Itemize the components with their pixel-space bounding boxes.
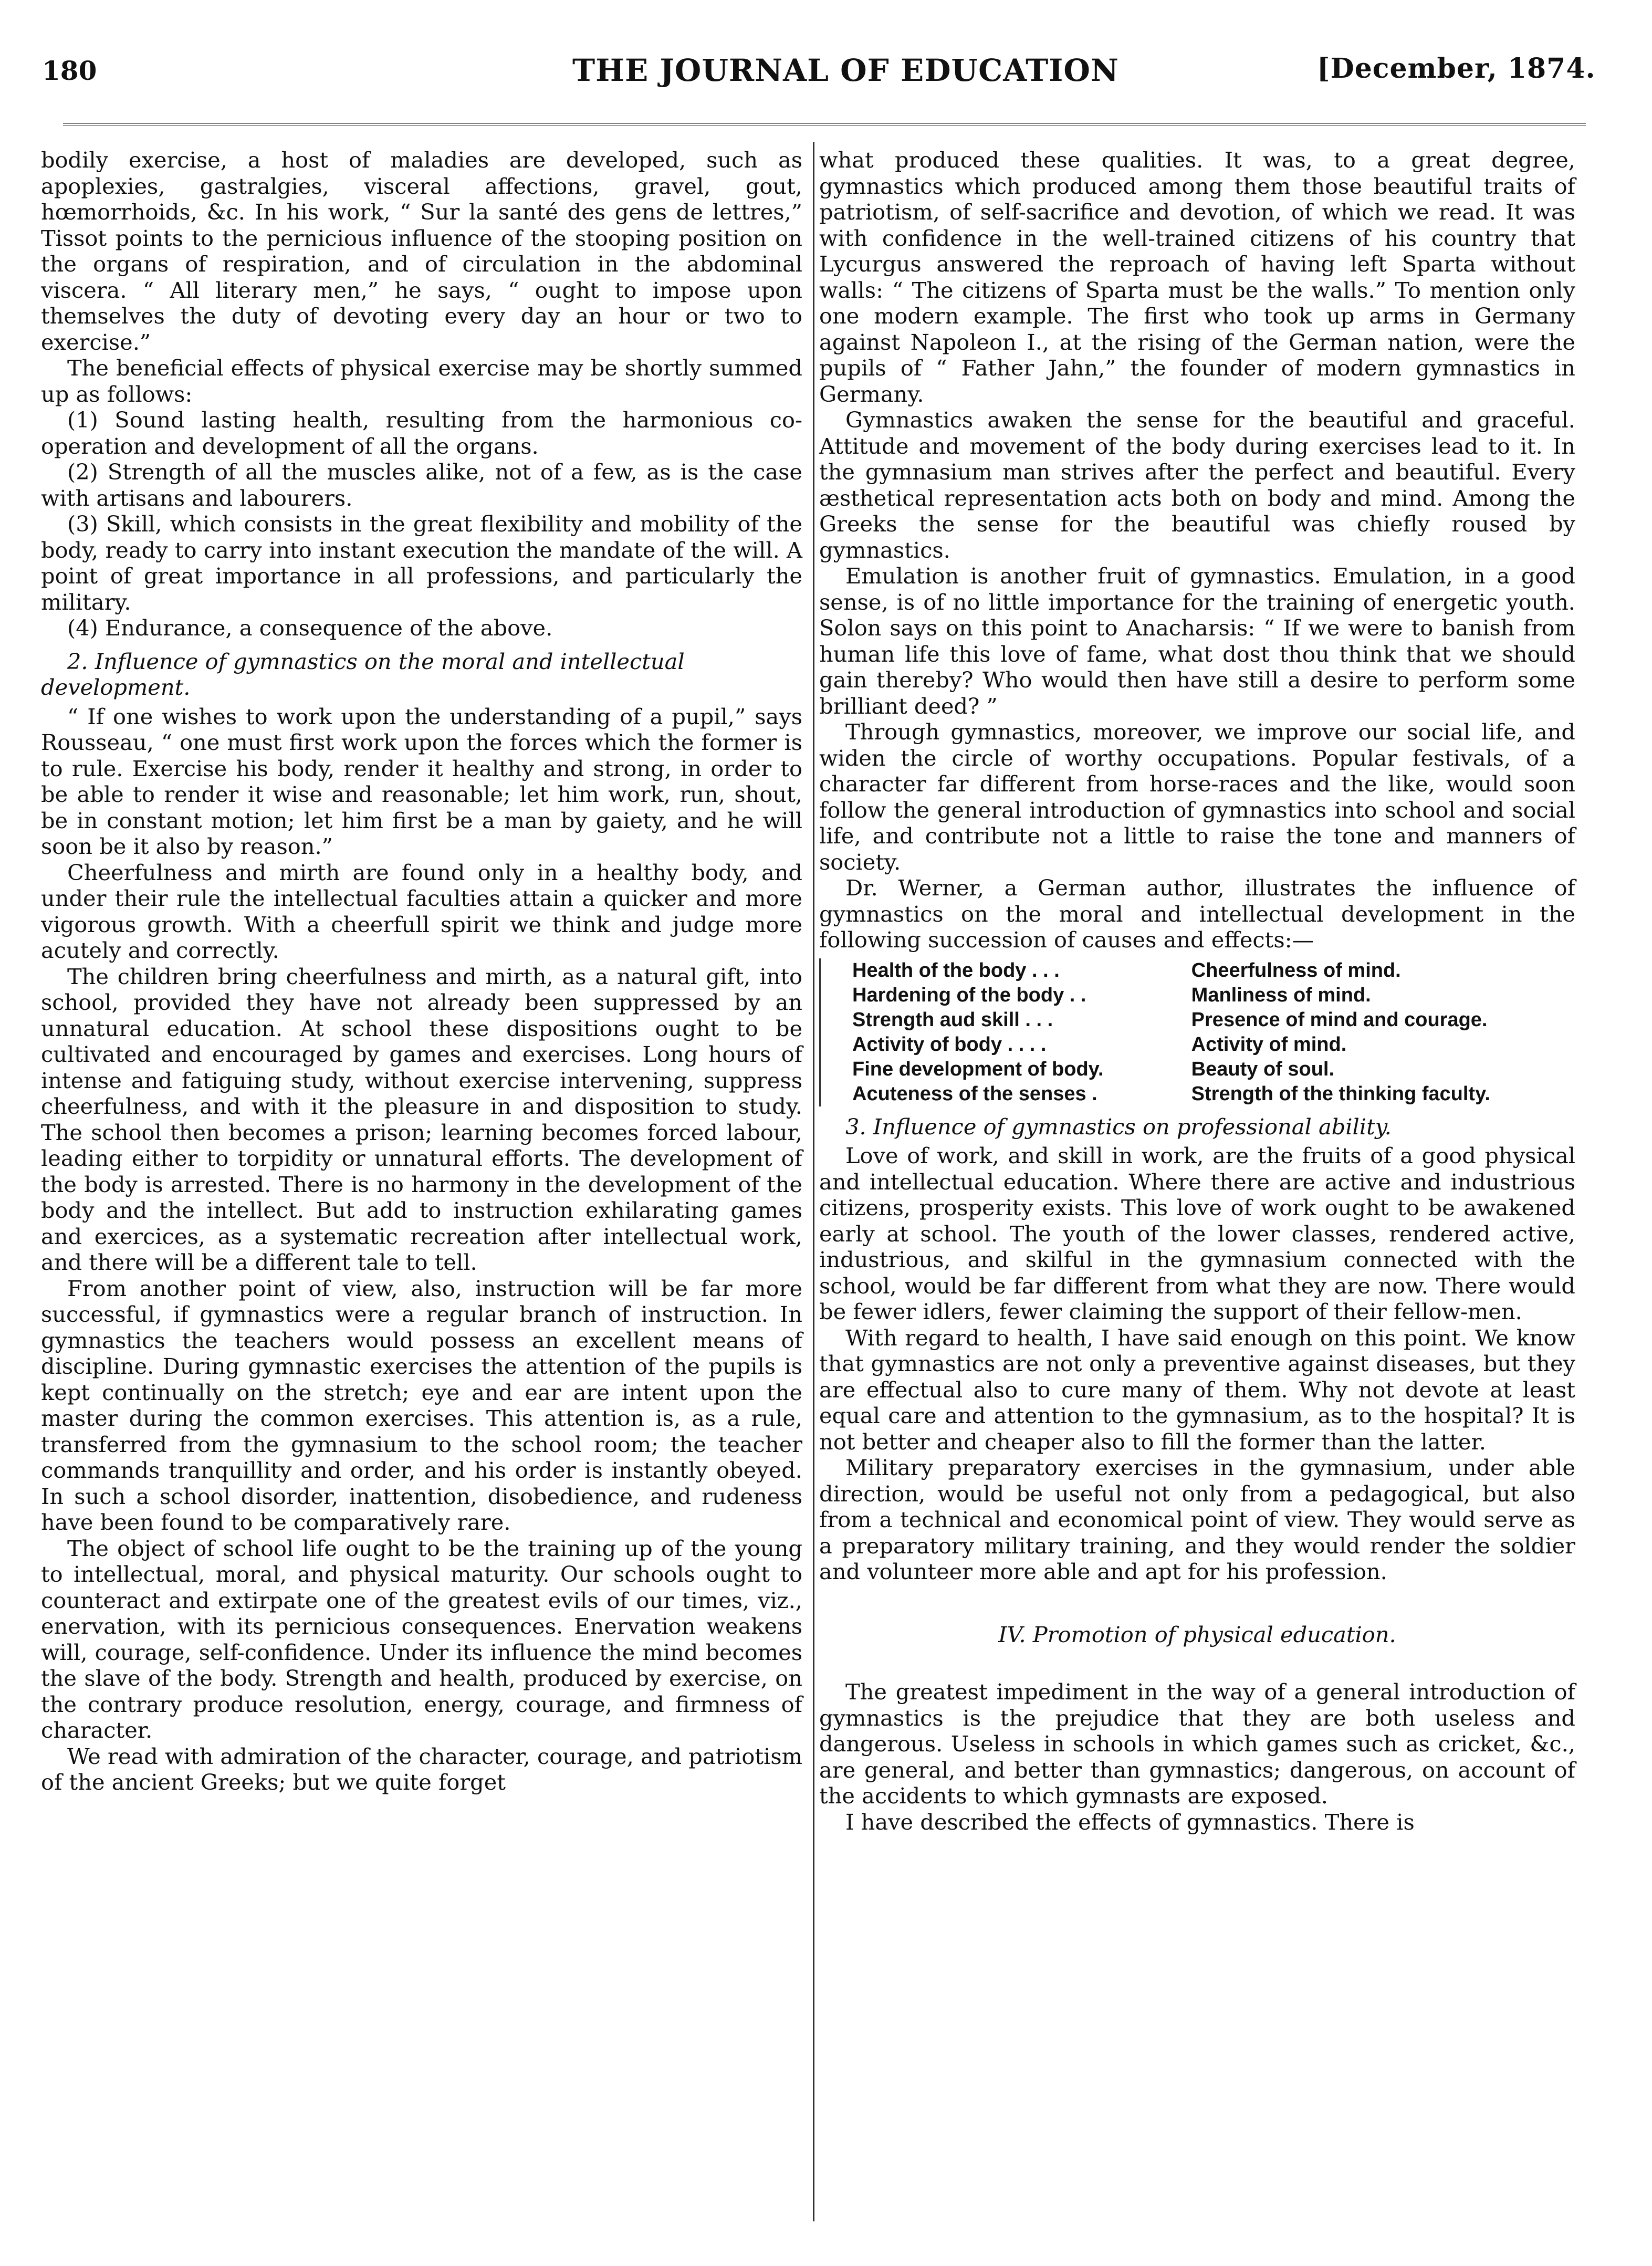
paragraph: With regard to health, I have said enough on this point. We know that gymnastics are not only a preventive against diseases, but they are effectual also to cure many of them. Why not devote at least equal care and attention to the gymnasium, as to the hospital? It is not better and cheaper also to fill the former than the latter. — [819, 1324, 1575, 1455]
right-column — [819, 147, 1575, 1835]
list-item: (3) Skill, which consists in the great flexibility and mobility of the body, ready to carry into instant execution the mandate of the will. A point of great importance in all professions, and particularly the military. — [41, 511, 802, 615]
paragraph: Love of work, and skill in work, are the fruits of a good physical and intellectual education. Where there are active and industrious citizens, prosperity exists. This love of work ought to be awakened early at school. The youth of the lower classes, rendered active, industrious, and skilful in the gymnasium connected with the school, would be far different from what they are now. There would be fewer idlers, fewer claiming the support of their fellow-men. — [819, 1143, 1575, 1324]
paragraph: The beneficial effects of physical exercise may be shortly summed up as follows: — [41, 355, 802, 407]
paragraph: bodily exercise, a host of maladies are developed, such as apoplexies, gastralgies, visceral affections, gravel, gout, hœmorrhoids, &c. In his work, “ Sur la santé des gens de lettres,” Tissot points to the pernicious influence of the stooping position on the organs of respiration, and of circulation in the abdominal viscera. “ All literary men,” he says, “ ought to impose upon themselves the duty of devoting every day an hour or two to exercise.” — [41, 147, 802, 355]
effect-cell: Activity of mind. — [1191, 1033, 1347, 1056]
effect-cell: Strength of the thinking faculty. — [1191, 1082, 1490, 1105]
left-column — [41, 147, 802, 1795]
cause-effect-table — [819, 958, 1575, 1106]
header-rule — [63, 123, 1586, 126]
cause-cell: Activity of body . . . . — [852, 1033, 1047, 1056]
paragraph: I have described the effects of gymnastics. There is — [845, 1809, 1415, 1835]
section-heading-iv: IV. Promotion of physical education. — [998, 1621, 1396, 1647]
cause-cell: Strength aud skill . . . — [852, 1008, 1053, 1031]
column-divider — [813, 142, 814, 2221]
cause-cell: Fine development of body. — [852, 1058, 1104, 1080]
table-row — [820, 983, 1575, 1008]
table-row — [820, 1082, 1575, 1106]
journal-title: THE JOURNAL OF EDUCATION — [572, 53, 1119, 88]
paragraph: Through gymnastics, moreover, we improve our social life, and widen the circle of worthy occupations. Popular festivals, of a character far different from horse-races and the like, would soon follow the general introduction of gymnastics into school and social life, and contribute not a little to raise the tone and manners of society. — [819, 719, 1575, 875]
section-heading: 3. Influence of gymnastics on professional ability. — [845, 1113, 1392, 1140]
table-row — [820, 1008, 1575, 1032]
page-number: 180 — [42, 55, 97, 86]
cause-cell: Hardening of the body . . — [852, 984, 1086, 1006]
paragraph: Military preparatory exercises in the gymnasium, under able direction, would be useful not only from a pedagogical, but also from a technical and economical point of view. They would serve as a preparatory military training, and they would render the soldier and volunteer more able and apt for his profession. — [819, 1455, 1575, 1584]
effect-cell: Manliness of mind. — [1191, 984, 1371, 1006]
paragraph: “ If one wishes to work upon the understanding of a pupil,” says Rousseau, “ one must first work upon the forces which the former is to rule. Exercise his body, render it healthy and strong, in order to be able to render it wise and reasonable; let him work, run, shout, be in constant motion; let him first be a man by gaiety, and he will soon be it also by reason.” — [41, 703, 802, 859]
effect-cell: Cheerfulness of mind. — [1191, 959, 1401, 981]
paragraph: Gymnastics awaken the sense for the beautiful and graceful. Attitude and movement of the body during exercises lead to it. In the gymnasium man strives after the perfect and beautiful. Every æsthetical representation acts both on body and mind. Among the Greeks the sense for the beautiful was chiefly roused by gymnastics. — [819, 407, 1575, 563]
table-row — [820, 958, 1575, 983]
paragraph: what produced these qualities. It was, to a great degree, gymnastics which produced among them those beautiful traits of patriotism, of self-sacrifice and devotion, of which we read. It was with confidence in the well-trained citizens of his country that Lycurgus answered the reproach of having left Sparta without walls: “ The citizens of Sparta must be the walls.” To mention only one modern example. The first who took up arms in Germany against Napoleon I., at the rising of the German nation, were the pupils of “ Father Jahn,” the founder of modern gymnastics in Germany. — [819, 147, 1575, 407]
list-item: (2) Strength of all the muscles alike, not of a few, as is the case with artisans and labourers. — [41, 459, 802, 511]
list-item: (1) Sound lasting health, resulting from the harmonious co-operation and development of all the organs. — [41, 407, 802, 459]
paragraph: From another point of view, also, instruction will be far more successful, if gymnastics were a regular branch of instruction. In gymnastics the teachers would possess an excellent means of discipline. During gymnastic exercises the attention of the pupils is kept continually on the stretch; eye and ear are intent upon the master during the common exercises. This attention is, as a rule, transferred from the gymnasium to the school room; the teacher commands tranquillity and order, and his order is instantly obeyed. In such a school disorder, inattention, disobedience, and rudeness have been found to be comparatively rare. — [41, 1275, 802, 1535]
paragraph: The greatest impediment in the way of a general introduction of gymnastics is the prejudice that they are both useless and dangerous. Useless in schools in which games such as cricket, &c., are general, and better than gymnastics; dangerous, on account of the accidents to which gymnasts are exposed. — [819, 1679, 1575, 1809]
table-row — [820, 1032, 1575, 1057]
paragraph: Emulation is another fruit of gymnastics. Emulation, in a good sense, is of no little importance for the training of energetic youth. Solon says on this point to Anacharsis: “ If we were to banish from human life this love of fame, what dost thou think that we should gain thereby? Who would then have still a desire to perform some brilliant deed? ” — [819, 563, 1575, 719]
paragraph: Dr. Werner, a German author, illustrates the influence of gymnastics on the moral and intellectual development in the following succession of causes and effects:— — [819, 875, 1575, 953]
paragraph: We read with admiration of the character, courage, and patriotism of the ancient Greeks; but we quite forget — [41, 1743, 802, 1795]
paragraph: The object of school life ought to be the training up of the young to intellectual, moral, and physical maturity. Our schools ought to counteract and extirpate one of the greatest evils of our times, viz., enervation, with its pernicious consequences. Enervation weakens will, courage, self-confidence. Under its influence the mind becomes the slave of the body. Strength and health, produced by exercise, on the contrary produce resolution, energy, courage, and firmness of character. — [41, 1535, 802, 1743]
list-item: (4) Endurance, a consequence of the above. — [67, 615, 553, 641]
paragraph: Cheerfulness and mirth are found only in a healthy body, and under their rule the intellectual faculties attain a quicker and more vigorous growth. With a cheerfull spirit we think and judge more acutely and correctly. — [41, 859, 802, 963]
paragraph: The children bring cheerfulness and mirth, as a natural gift, into school, provided they have not already been suppressed by an unnatural education. At school these dispositions ought to be cultivated and encouraged by games and exercises. Long hours of intense and fatiguing study, without exercise intervening, suppress cheerfulness, and with it the pleasure in and disposition to study. The school then becomes a prison; learning becomes forced labour, leading either to torpidity or unnatural efforts. The development of the body is arrested. There is no harmony in the development of the body and the intellect. But add to instruction exhilarating games and exercices, as a systematic recreation after intellectual work, and there will be a different tale to tell. — [41, 963, 802, 1275]
section-heading: 2. Influence of gymnastics on the moral and intellectual development. — [41, 648, 685, 700]
cause-cell: Health of the body . . . — [852, 959, 1060, 981]
issue-date: [December, 1874. — [1317, 53, 1596, 85]
effect-cell: Beauty of soul. — [1191, 1058, 1335, 1080]
effect-cell: Presence of mind and courage. — [1191, 1008, 1488, 1031]
table-row — [820, 1057, 1575, 1082]
cause-cell: Acuteness of the senses . — [852, 1082, 1097, 1105]
